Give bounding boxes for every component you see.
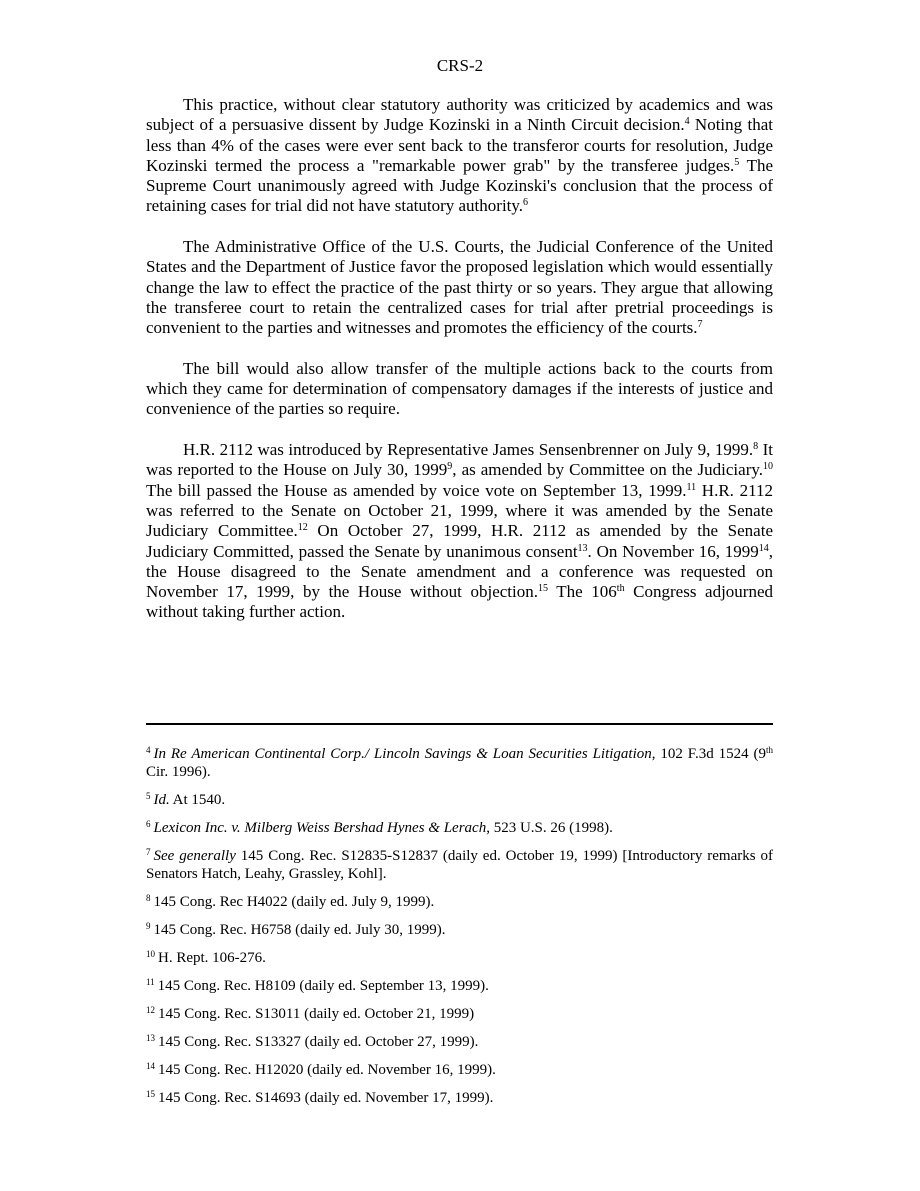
footnote-7: $^7$ See generally 145 Cong. Rec. S12835-S12837 (daily ed. October 19, 1999) [Introductory remarks of Senators Hatch, Leahy, Grassley, Kohl]. [146,847,773,882]
footnote-6: $^6$ Lexicon Inc. v. Milberg Weiss Bershad Hynes & Lerach, 523 U.S. 26 (1998). [146,819,613,836]
footnote-4: $^4$ In Re American Continental Corp./ Lincoln Savings & Loan Securities Litigation, 102 F.3d 1524 (9th Cir. 1996). [146,745,774,780]
footnote-10: $^{10}$ H. Rept. 106-276. [146,949,266,966]
footnote-11: $^{11}$ 145 Cong. Rec. H8109 (daily ed. September 13, 1999). [146,977,489,994]
ordinal-suffix: th [616,583,625,595]
footnote-8: $^8$ 145 Cong. Rec H4022 (daily ed. July 9, 1999). [146,893,435,910]
footnote-ref[interactable]: 4 [684,116,690,128]
footnote-ref[interactable]: 10 [763,461,774,473]
footnote-5: $^5$ Id. At 1540. [146,791,226,808]
footnote-ref[interactable]: 8 [753,441,759,453]
footnotes-section [146,745,773,1117]
footnote-ref[interactable]: 15 [538,583,548,595]
footnote-9: $^9$ 145 Cong. Rec. H6758 (daily ed. July 30, 1999). [146,921,446,938]
footnote-14: $^{14}$ 145 Cong. Rec. H12020 (daily ed. November 16, 1999). [146,1061,496,1078]
footnote-ref[interactable]: 6 [523,197,529,209]
paragraph-3: The bill would also allow transfer of the multiple actions back to the courts from which they came for determination of compensatory damages if the interests of justice and convenience of the parties so require. [146,358,773,419]
footnote-ref[interactable]: 9 [447,461,453,473]
page-number-header: CRS-2 [436,56,484,75]
body-text [146,95,773,643]
footnote-ref[interactable]: 5 [734,156,740,168]
footnote-ref[interactable]: 14 [758,542,769,554]
paragraph-1: This practice, without clear statutory authority was criticized by academics and was subject of a persuasive dissent by Judge Kozinski in a Ninth Circuit decision.$^4$ Noting that less than 4% of the cases were ever sent back to the transferor courts for resolution, Judge Kozinski termed the process a "remarkable power grab" by the transferee judges.$^5$ The Supreme Court unanimously agreed with Judge Kozinski's conclusion that the process of retaining cases for trial did not have statutory authority.$^6$ [146,95,774,216]
footnote-ref[interactable]: 12 [297,522,308,534]
footnote-12: $^{12}$ 145 Cong. Rec. S13011 (daily ed. October 21, 1999) [146,1005,475,1022]
paragraph-2: The Administrative Office of the U.S. Courts, the Judicial Conference of the United States and the Department of Justice favor the proposed legislation which would essentially change the law to effect the practice of the past thirty or so years. They argue that allowing the transferee court to retain the centralized cases for trial after pretrial proceedings is convenient to the parties and witnesses and promotes the efficiency of the courts.$^7$ [146,237,773,338]
footnote-ref[interactable]: 13 [577,542,588,554]
footnote-separator [146,723,773,725]
footnote-ref[interactable]: 11 [686,481,697,493]
footnote-15: $^{15}$ 145 Cong. Rec. S14693 (daily ed. November 17, 1999). [146,1089,494,1106]
paragraph-4: H.R. 2112 was introduced by Representative James Sensenbrenner on July 9, 1999.$^8$ It was reported to the House on July 30, 1999$^9$, as amended by Committee on the Judiciary.$^{10}$ The bill passed the House as amended by voice vote on September 13, 1999.11 H.R. 2112 was referred to the Senate on October 21, 1999, where it was amended by the Senate Judiciary Committee.$^{12}$ On October 27, 1999, H.R. 2112 as amended by the Senate Judiciary Committed, passed the Senate by unanimous consent$^{13}$. On November 16, 1999$^{14}$, the House disagreed to the Senate amendment and a conference was requested on November 17, 1999, by the House without objection.$^{15}$ The 106th Congress adjourned without taking further action. [146,440,774,622]
footnote-ref[interactable]: 7 [697,319,703,331]
footnote-13: $^{13}$ 145 Cong. Rec. S13327 (daily ed. October 27, 1999). [146,1033,479,1050]
